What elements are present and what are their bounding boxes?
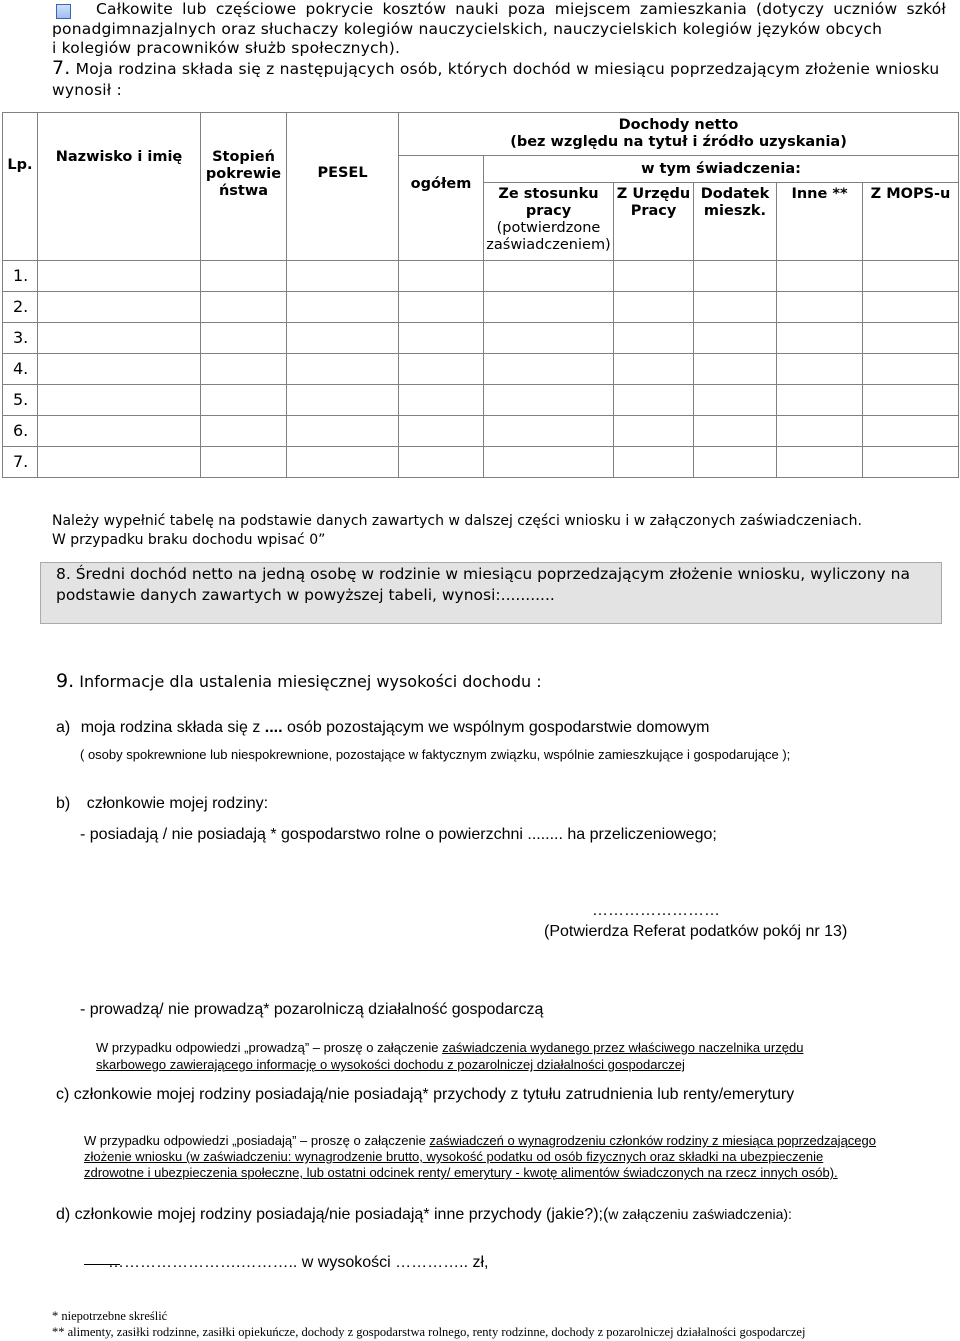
income-table	[2, 112, 959, 478]
c-note-underlined-1: zaświadczeń o wynagrodzeniu członków rodziny z miesiąca poprzedzającego	[429, 1133, 876, 1148]
header-labour-office: Z Urzędu Pracy	[614, 183, 694, 261]
business-note-underlined-2: skarbowego zawierającego informację o wysokości dochodu z pozarolniczej działalności gospodarczej	[96, 1057, 685, 1072]
row-cell[interactable]	[614, 261, 694, 292]
row-cell[interactable]	[399, 261, 484, 292]
row-cell[interactable]	[399, 447, 484, 478]
header-employment-note: (potwierdzone zaświadczeniem)	[486, 220, 611, 253]
row-cell[interactable]	[201, 354, 287, 385]
table-row	[3, 385, 959, 416]
row-cell[interactable]	[287, 354, 399, 385]
farm-line: - posiadają / nie posiadają * gospodarstwo rolne o powierzchni ........ ha przeliczeniowego;	[80, 826, 717, 843]
item-a-blank[interactable]: ....	[264, 719, 283, 736]
table-row	[3, 261, 959, 292]
row-cell[interactable]	[694, 292, 777, 323]
row-cell[interactable]	[287, 323, 399, 354]
row-cell[interactable]	[38, 447, 201, 478]
row-cell[interactable]	[777, 354, 863, 385]
c-note-underlined-3: zdrowotne i ubezpieczenia społeczne, lub ostatni odcinek renty/ emerytury - kwotę alimentów świadczonych na rzecz innych osób).	[84, 1165, 838, 1180]
item-a-text-1: moja rodzina składa się z	[80, 719, 261, 736]
c-note	[84, 1133, 944, 1181]
item-b	[56, 795, 268, 813]
intro-line-2: ponadgimnazjalnych oraz słuchaczy kolegiów nauczycielskich, nauczycielskich kolegiów języków obcych	[52, 20, 883, 38]
header-lp: Lp.	[3, 113, 38, 261]
row-cell[interactable]	[484, 416, 614, 447]
intro-line-3: i kolegiów pracowników służb społecznych).	[52, 39, 401, 57]
row-cell[interactable]	[694, 447, 777, 478]
header-relation: Stopień pokrewie ństwa	[201, 113, 287, 261]
row-cell[interactable]	[694, 261, 777, 292]
section-9-number: 9.	[56, 670, 75, 692]
checkbox[interactable]	[56, 4, 71, 19]
footnote-2: ** alimenty, zasiłki rodzinne, zasiłki opiekuńcze, dochody z gospodarstwa rolnego, renty rodzinne, dochody z pozarolniczej działalności gospodarczej	[52, 1325, 806, 1339]
row-cell[interactable]	[694, 385, 777, 416]
row-cell[interactable]	[614, 385, 694, 416]
header-other: Inne **	[777, 183, 863, 261]
row-cell[interactable]	[38, 292, 201, 323]
row-cell[interactable]	[777, 261, 863, 292]
row-cell[interactable]	[777, 292, 863, 323]
row-cell[interactable]	[287, 261, 399, 292]
row-number: 3.	[3, 323, 38, 354]
row-cell[interactable]	[614, 447, 694, 478]
row-cell[interactable]	[614, 416, 694, 447]
row-number: 2.	[3, 292, 38, 323]
item-d-line: …………………….……….. w wysokości ………….. zł,	[108, 1254, 489, 1271]
row-cell[interactable]	[777, 416, 863, 447]
table-note	[52, 512, 862, 550]
row-cell[interactable]	[614, 354, 694, 385]
row-cell[interactable]	[38, 354, 201, 385]
row-cell[interactable]	[201, 323, 287, 354]
row-cell[interactable]	[863, 261, 959, 292]
row-cell[interactable]	[399, 416, 484, 447]
row-cell[interactable]	[863, 323, 959, 354]
row-cell[interactable]	[694, 323, 777, 354]
header-total: ogółem	[399, 156, 484, 261]
item-b-label: b)	[56, 795, 71, 812]
header-name: Nazwisko i imię	[38, 113, 201, 261]
section-7	[52, 58, 942, 101]
row-cell[interactable]	[863, 447, 959, 478]
row-number: 6.	[3, 416, 38, 447]
table-row	[3, 323, 959, 354]
section-7-number: 7.	[52, 57, 71, 79]
business-note-underlined-1: zaświadczenia wydanego przez właściwego naczelnika urzędu	[442, 1040, 804, 1055]
row-cell[interactable]	[863, 354, 959, 385]
header-income-title: Dochody netto	[618, 117, 739, 133]
row-cell[interactable]	[201, 261, 287, 292]
confirm-dots: ……………………	[592, 902, 720, 919]
row-cell[interactable]	[484, 323, 614, 354]
row-cell[interactable]	[287, 416, 399, 447]
row-cell[interactable]	[694, 416, 777, 447]
header-benefits: w tym świadczenia:	[484, 156, 959, 183]
row-cell[interactable]	[399, 354, 484, 385]
table-note-line-1: Należy wypełnić tabelę na podstawie danych zawartych w dalszej części wniosku i w załączonych zaświadczeniach.	[52, 513, 862, 529]
business-note-plain: W przypadku odpowiedzi „prowadzą” – proszę o załączenie	[96, 1040, 443, 1055]
row-cell[interactable]	[399, 323, 484, 354]
row-cell[interactable]	[287, 292, 399, 323]
table-row	[3, 292, 959, 323]
table-row	[3, 416, 959, 447]
row-cell[interactable]	[863, 416, 959, 447]
row-cell[interactable]	[484, 385, 614, 416]
item-a-note: ( osoby spokrewnione lub niespokrewnione, pozostające w faktycznym związku, wspólnie zamieszkujące i gospodarujące );	[80, 747, 791, 762]
table-row	[3, 354, 959, 385]
row-cell[interactable]	[863, 385, 959, 416]
row-cell[interactable]	[694, 354, 777, 385]
row-cell[interactable]	[614, 292, 694, 323]
header-income	[399, 113, 959, 156]
row-cell[interactable]	[484, 354, 614, 385]
row-cell[interactable]	[201, 416, 287, 447]
row-cell[interactable]	[201, 292, 287, 323]
table-row	[3, 447, 959, 478]
header-employment-label: Ze stosunku pracy	[498, 186, 599, 219]
item-c: c) członkowie mojej rodziny posiadają/nie posiadają* przychody z tytułu zatrudnienia lub renty/emerytury	[56, 1086, 795, 1103]
row-cell[interactable]	[399, 292, 484, 323]
header-housing: Dodatek mieszk.	[694, 183, 777, 261]
row-cell[interactable]	[287, 447, 399, 478]
item-a-text-2: osób pozostającym we wspólnym gospodarstwie domowym	[287, 719, 710, 736]
section-8: 8. Średni dochód netto na jedną osobę w rodzinie w miesiącu poprzedzającym złożenie wniosku, wyliczony na podstawie danych zawartych w powyższej tabeli, wynosi:...........	[56, 565, 910, 604]
c-note-plain: W przypadku odpowiedzi „posiadają” – proszę o załączenie	[84, 1133, 430, 1148]
c-note-underlined-2: złożenie wniosku (w zaświadczeniu: wynagrodzenie brutto, wysokość podatku od osób fizycznych oraz składki na ubezpieczenie	[84, 1149, 824, 1164]
row-number: 1.	[3, 261, 38, 292]
header-income-subtitle: (bez względu na tytuł i źródło uzyskania)	[510, 134, 847, 150]
item-b-text: członkowie mojej rodziny:	[86, 795, 269, 812]
item-d-text: d) członkowie mojej rodziny posiadają/nie posiadają* inne przychody (jakie?);(	[56, 1206, 609, 1223]
row-cell[interactable]	[201, 447, 287, 478]
row-cell[interactable]	[38, 261, 201, 292]
row-number: 7.	[3, 447, 38, 478]
item-d-small: w załączeniu zaświadczenia):	[608, 1206, 792, 1222]
business-note	[96, 1039, 876, 1073]
intro-line-1: Całkowite lub częściowe pokrycie kosztów nauki poza miejscem zamieszkania (dotyczy uczniów szkół	[96, 0, 946, 18]
section-9-title-text: Informacje dla ustalenia miesięcznej wysokości dochodu :	[79, 672, 542, 691]
item-a-label: a)	[56, 719, 71, 736]
header-pesel: PESEL	[287, 113, 399, 261]
row-cell[interactable]	[38, 385, 201, 416]
row-cell[interactable]	[777, 385, 863, 416]
header-mops: Z MOPS-u	[863, 183, 959, 261]
item-d	[56, 1206, 792, 1224]
row-cell[interactable]	[777, 447, 863, 478]
row-cell[interactable]	[614, 323, 694, 354]
footnote-1: * niepotrzebne skreślić	[52, 1309, 168, 1323]
business-line: - prowadzą/ nie prowadzą* pozarolniczą działalność gospodarczą	[80, 1001, 544, 1018]
section-7-text: Moja rodzina składa się z następujących osób, których dochód w miesiącu poprzedzającym złożenie wniosku wynosił :	[52, 60, 940, 99]
row-number: 5.	[3, 385, 38, 416]
row-cell[interactable]	[777, 323, 863, 354]
row-cell[interactable]	[38, 323, 201, 354]
row-cell[interactable]	[201, 385, 287, 416]
section-9-title	[56, 670, 542, 692]
item-a	[56, 719, 709, 737]
header-employment	[484, 183, 614, 261]
row-cell[interactable]	[399, 385, 484, 416]
row-cell[interactable]	[287, 385, 399, 416]
row-number: 4.	[3, 354, 38, 385]
row-cell[interactable]	[38, 416, 201, 447]
row-cell[interactable]	[863, 292, 959, 323]
confirm-note: (Potwierdza Referat podatków pokój nr 13)	[544, 923, 848, 940]
row-cell[interactable]	[484, 292, 614, 323]
table-note-line-2: W przypadku braku dochodu wpisać 0”	[52, 532, 326, 548]
row-cell[interactable]	[484, 447, 614, 478]
row-cell[interactable]	[484, 261, 614, 292]
